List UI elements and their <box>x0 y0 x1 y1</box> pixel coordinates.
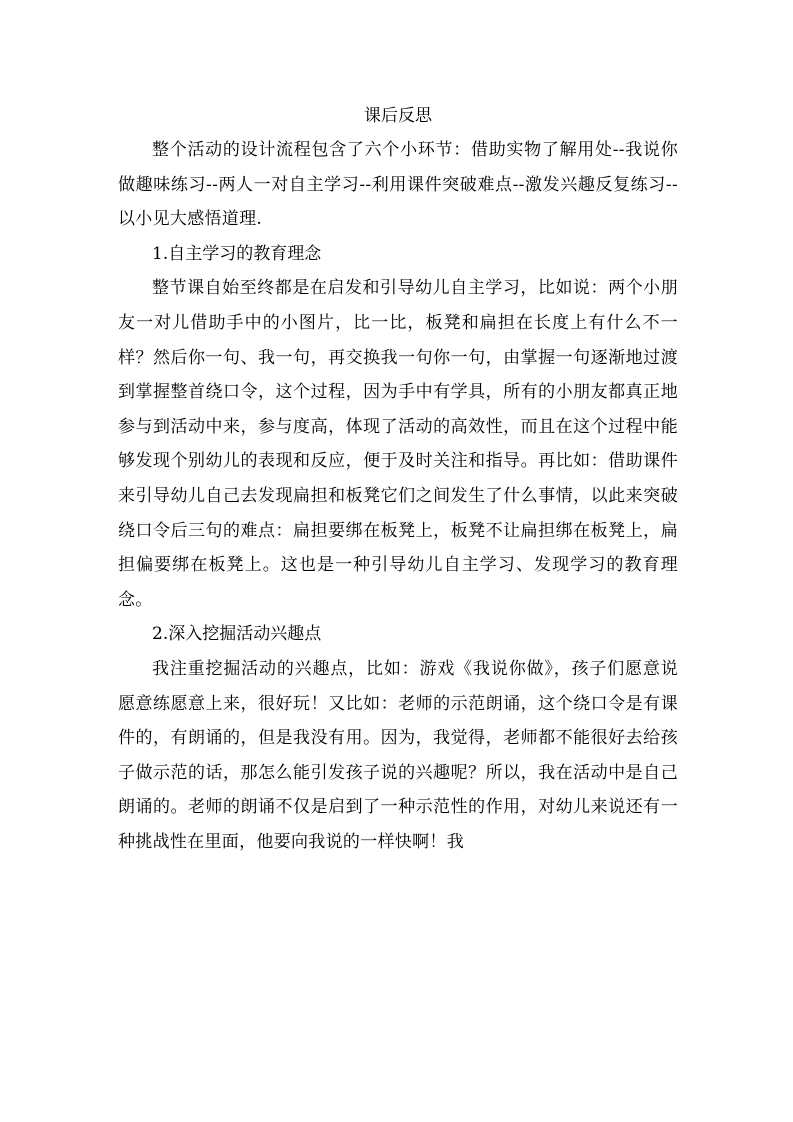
document-body <box>118 100 678 859</box>
section-heading-2: 2.深入挖掘活动兴趣点 <box>152 624 322 645</box>
section-heading-1: 1.自主学习的教育理念 <box>152 243 322 264</box>
section-2-paragraph: 我注重挖掘活动的兴趣点，比如：游戏《我说你做》，孩子们愿意说愿意练愿意上来，很好玩！又比如：老师的示范朗诵，这个绕口令是有课件的，有朗诵的，但是我没有用。因为，我觉得，老师都不能很好去给孩子做示范的话，那怎么能引发孩子说的兴趣呢？所以，我在活动中是自己朗诵的。老师的朗诵不仅是启到了一种示范性的作用，对幼儿来说还有一种挑战性在里面，他要向我说的一样快啊！我 <box>118 658 678 852</box>
section-1-paragraph: 整节课自始至终都是在启发和引导幼儿自主学习，比如说：两个小朋友一对儿借助手中的小图片，比一比，板凳和扁担在长度上有什么不一样？然后你一句、我一句，再交换我一句你一句，由掌握一句逐渐地过渡到掌握整首绕口令，这个过程，因为手中有学具，所有的小朋友都真正地参与到活动中来，参与度高，体现了活动的高效性，而且在这个过程中能够发现个别幼儿的表现和反应，便于及时关注和指导。再比如：借助课件来引导幼儿自己去发现扁担和板凳它们之间发生了什么事情，以此来突破绕口令后三句的难点：扁担要绑在板凳上，板凳不让扁担绑在板凳上，扁担偏要绑在板凳上。这也是一种引导幼儿自主学习、发现学习的教育理念。 <box>118 278 678 610</box>
intro-paragraph: 整个活动的设计流程包含了六个小环节：借助实物了解用处--我说你做趣味练习--两人一对自主学习--利用课件突破难点--激发兴趣反复练习--以小见大感悟道理. <box>118 140 678 230</box>
document-title: 课后反思 <box>364 106 432 126</box>
